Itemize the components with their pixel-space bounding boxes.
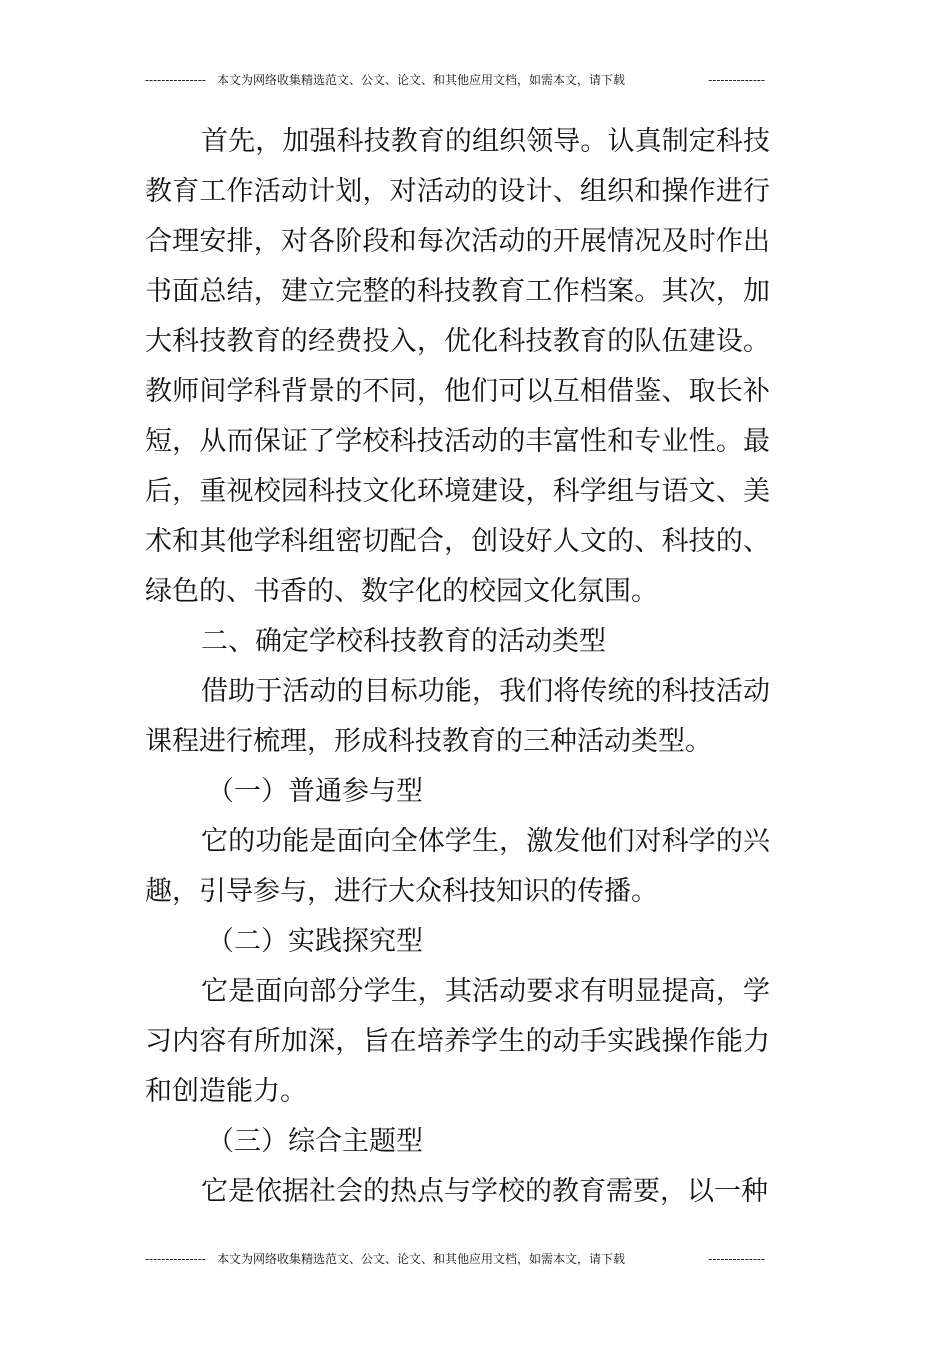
paragraph-organization: 首先，加强科技教育的组织领导。认真制定科技教育工作活动计划，对活动的设计、组织和操作进行合理安排，对各阶段和每次活动的开展情况及时作出书面总结，建立完整的科技教育工作档案。其次，加大科技教育的经费投入，优化科技教育的队伍建设。教师间学科背景的不同，他们可以互相借鉴、取长补短，从而保证了学校科技活动的丰富性和专业性。最后，重视校园科技文化环境建设，科学组与语文、美术和其他学科组密切配合，创设好人文的、科技的、绿色的、书香的、数字化的校园文化氛围。 bbox=[145, 126, 770, 607]
document-body bbox=[145, 117, 770, 1217]
paragraph-practice-exploration: 它是面向部分学生，其活动要求有明显提高，学习内容有所加深，旨在培养学生的动手实践操作能力和创造能力。 bbox=[145, 976, 770, 1107]
footer-dashes-left: --------------- bbox=[145, 1252, 206, 1266]
paragraph-activity-intro: 借助于活动的目标功能，我们将传统的科技活动课程进行梳理，形成科技教育的三种活动类型。 bbox=[145, 676, 770, 757]
header-banner-text: 本文为网络收集精选范文、公文、论文、和其他应用文档，如需本文，请下载 bbox=[217, 73, 626, 87]
subheading-practice-exploration: （二）实践探究型 bbox=[207, 926, 423, 957]
footer-dashes-right: -------------- bbox=[708, 1252, 765, 1266]
subheading-general-participation: （一）普通参与型 bbox=[207, 776, 423, 807]
header-dashes-right: -------------- bbox=[708, 73, 765, 87]
footer-banner-text: 本文为网络收集精选范文、公文、论文、和其他应用文档，如需本文，请下载 bbox=[217, 1252, 626, 1266]
paragraph-comprehensive-theme: 它是依据社会的热点与学校的教育需要，以一种 bbox=[201, 1176, 768, 1207]
header-banner bbox=[145, 70, 765, 90]
section-heading-activity-types: 二、确定学校科技教育的活动类型 bbox=[201, 626, 606, 657]
footer-banner bbox=[145, 1249, 765, 1269]
subheading-comprehensive-theme: （三）综合主题型 bbox=[207, 1126, 423, 1157]
header-dashes-left: --------------- bbox=[145, 73, 206, 87]
paragraph-general-participation: 它的功能是面向全体学生，激发他们对科学的兴趣，引导参与，进行大众科技知识的传播。 bbox=[145, 826, 770, 907]
